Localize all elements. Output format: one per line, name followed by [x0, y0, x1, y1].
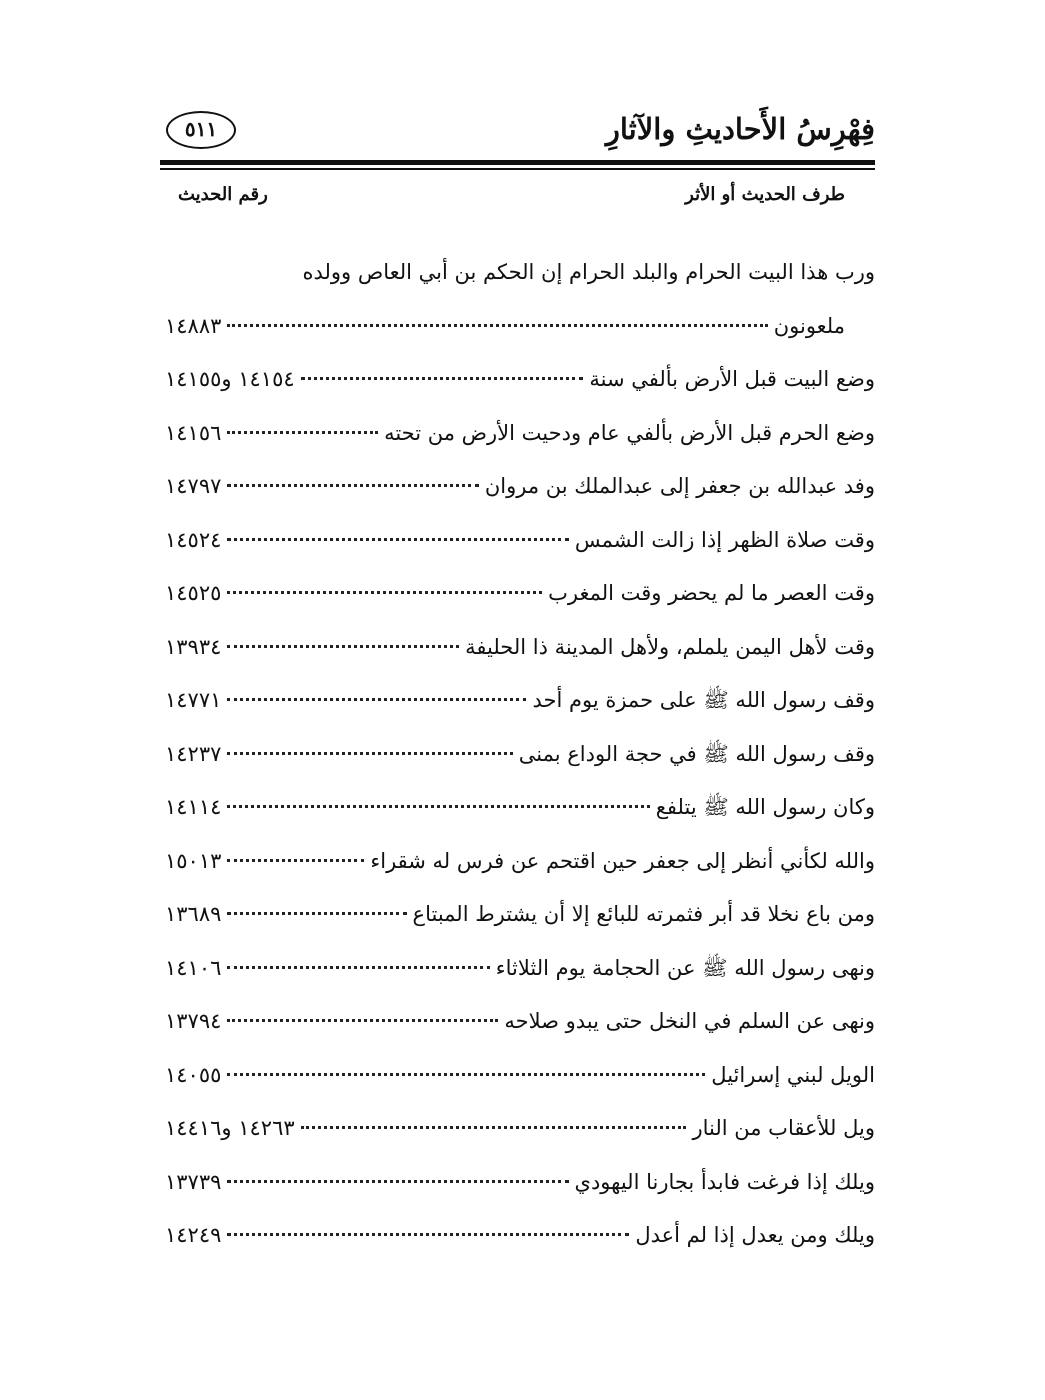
leader-dots	[227, 803, 649, 808]
index-entry	[165, 353, 875, 407]
column-header-hadith-number: رقم الحديث	[178, 184, 268, 205]
header-rule-thick	[160, 160, 875, 165]
entry-text: وضع البيت قبل الأرض بألفي سنة	[589, 367, 875, 391]
entry-text: وقت لأهل اليمن يلملم، ولأهل المدينة ذا الحليفة	[465, 634, 875, 659]
leader-dots	[227, 1231, 629, 1236]
index-entry	[165, 888, 875, 942]
header-rule-thin	[160, 168, 875, 170]
leader-dots	[227, 857, 364, 862]
entry-number: ١٤١٠٦	[165, 955, 222, 980]
entry-number: ١٤٢٣٧	[165, 741, 222, 766]
leader-dots	[227, 1071, 705, 1076]
entry-text: ويلك ومن يعدل إذا لم أعدل	[635, 1223, 875, 1247]
index-entry	[165, 300, 875, 354]
page-number-badge: ٥١١	[166, 111, 236, 149]
index-entry	[165, 407, 875, 461]
leader-dots	[227, 750, 512, 755]
index-entry	[165, 942, 875, 996]
leader-dots	[227, 1017, 498, 1022]
index-entries-list	[165, 246, 875, 1263]
leader-dots	[227, 696, 526, 701]
index-entry	[165, 835, 875, 889]
entry-text: ورب هذا البيت الحرام والبلد الحرام إن الحكم بن أبي العاص وولده	[302, 260, 875, 284]
leader-dots	[301, 1124, 687, 1129]
entry-number: ١٤٢٤٩	[165, 1223, 222, 1247]
entry-number: ١٤٥٢٥	[165, 581, 222, 605]
entry-number: ١٣٦٨٩	[165, 902, 222, 926]
entry-text: وفد عبدالله بن جعفر إلى عبدالملك بن مروان	[484, 474, 875, 498]
entry-text: ونهى رسول الله ﷺ عن الحجامة يوم الثلاثاء	[495, 955, 875, 980]
entry-number: ١٣٧٩٤	[165, 1009, 222, 1033]
entry-text: والله لكأني أنظر إلى جعفر حين اقتحم عن فرس له شقراء	[370, 848, 875, 873]
leader-dots	[227, 322, 767, 327]
leader-dots	[227, 1178, 568, 1183]
leader-dots	[227, 429, 378, 434]
entry-text: الويل لبني إسرائيل	[711, 1062, 875, 1087]
index-entry	[165, 514, 875, 568]
leader-dots	[227, 643, 459, 648]
column-headers	[160, 184, 875, 214]
entry-text: وقف رسول الله ﷺ على حمزة يوم أحد	[532, 688, 875, 712]
entry-text: ونهى عن السلم في النخل حتى يبدو صلاحه	[504, 1009, 875, 1033]
index-entry	[165, 995, 875, 1049]
entry-number: ١٤٥٢٤	[165, 527, 222, 552]
index-entry	[165, 246, 875, 300]
index-entry	[165, 460, 875, 514]
entry-number: ١٣٩٣٤	[165, 634, 222, 659]
entry-text: وكان رسول الله ﷺ يتلفع	[655, 795, 875, 819]
index-entry	[165, 1102, 875, 1156]
index-entry	[165, 567, 875, 621]
entry-number: ١٤٧٧١	[165, 688, 222, 712]
running-title: فِهْرِسُ الأَحاديثِ والآثارِ	[605, 112, 875, 146]
leader-dots	[227, 536, 568, 541]
entry-text: وقت صلاة الظهر إذا زالت الشمس	[574, 527, 875, 552]
entry-number: ١٣٧٣٩	[165, 1169, 222, 1194]
index-entry	[165, 1156, 875, 1210]
entry-text: ومن باع نخلا قد أبر فثمرته للبائع إلا أن يشترط المبتاع	[412, 902, 875, 926]
index-entry	[165, 728, 875, 782]
index-entry	[165, 1209, 875, 1263]
entry-text: وضع الحرم قبل الأرض بألفي عام ودحيت الأرض من تحته	[384, 420, 875, 445]
entry-number: ١٤٨٨٣	[165, 313, 222, 338]
entry-number: ١٤١٥٦	[165, 420, 222, 445]
index-entry	[165, 1049, 875, 1103]
leader-dots	[227, 964, 489, 969]
column-header-hadith-start: طرف الحديث أو الأثر	[685, 184, 845, 205]
entry-text: ويل للأعقاب من النار	[692, 1116, 875, 1140]
entry-number: ١٤٧٩٧	[165, 474, 222, 498]
leader-dots	[301, 375, 584, 380]
entry-number: ١٤١١٤	[165, 795, 222, 819]
leader-dots	[227, 589, 542, 594]
leader-dots	[227, 482, 478, 487]
index-entry	[165, 621, 875, 675]
leader-dots	[227, 910, 406, 915]
entry-text: وقت العصر ما لم يحضر وقت المغرب	[548, 581, 875, 605]
entry-number: ١٤٢٦٣ و١٤٤١٦	[165, 1116, 295, 1140]
index-entry	[165, 674, 875, 728]
entry-number: ١٥٠١٣	[165, 848, 222, 873]
entry-number: ١٤١٥٤ و١٤١٥٥	[165, 367, 295, 391]
entry-number: ١٤٠٥٥	[165, 1062, 222, 1087]
index-entry	[165, 781, 875, 835]
entry-text: ملعونون	[773, 313, 845, 338]
entry-text: ويلك إذا فرغت فابدأ بجارنا اليهودي	[574, 1169, 875, 1194]
page-header	[160, 108, 875, 158]
entry-text: وقف رسول الله ﷺ في حجة الوداع بمنى	[518, 741, 875, 766]
